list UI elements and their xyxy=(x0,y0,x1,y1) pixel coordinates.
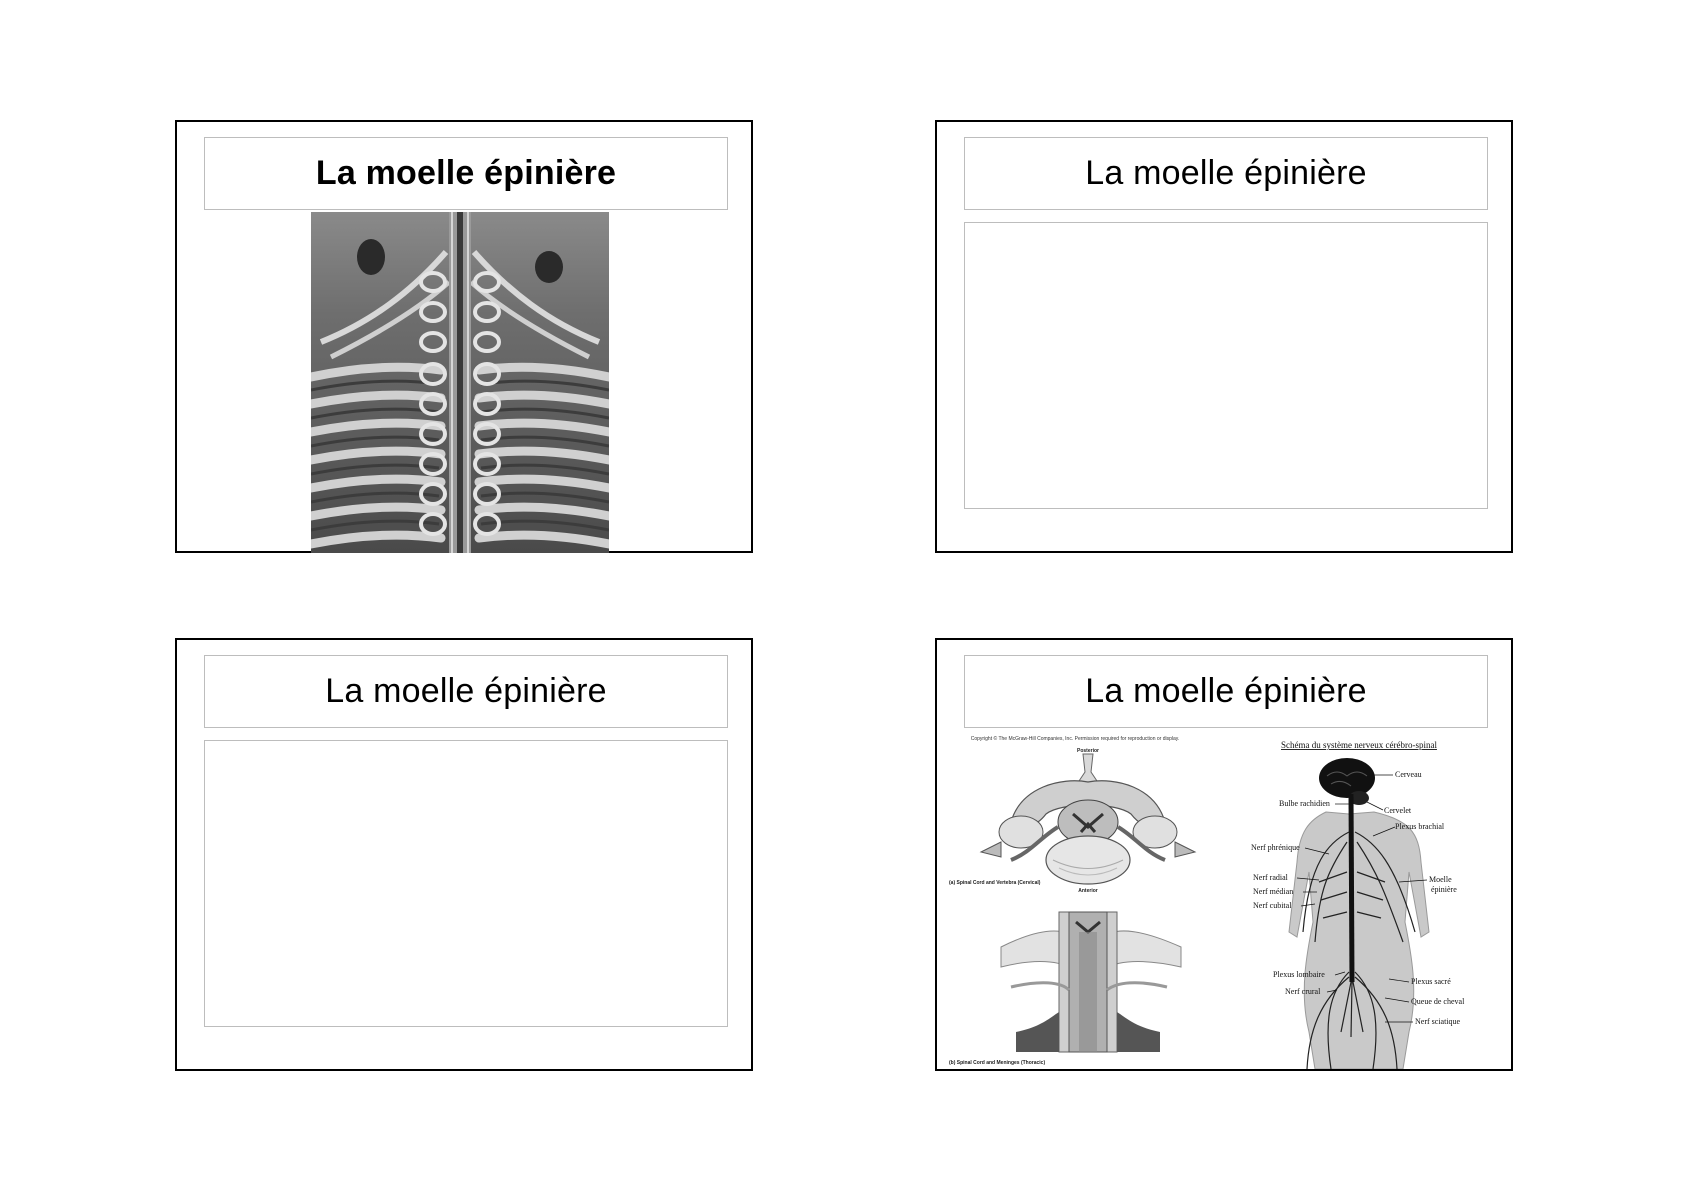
label-nerf-cubital: Nerf cubital xyxy=(1253,901,1292,910)
label-moelle: Moelle xyxy=(1429,875,1452,884)
slide-3 xyxy=(175,638,753,1071)
label-cerveau: Cerveau xyxy=(1395,770,1422,779)
caption-a: (a) Spinal Cord and Vertebra (Cervical) xyxy=(949,880,1041,886)
label-plexus-brachial: Plexus brachial xyxy=(1395,822,1445,831)
label-nerf-phrenique: Nerf phrénique xyxy=(1251,843,1300,852)
spinal-cord-photo xyxy=(311,212,609,553)
label-nerf-sciatique: Nerf sciatique xyxy=(1415,1017,1461,1026)
caption-b: (b) Spinal Cord and Meninges (Thoracic) xyxy=(949,1060,1046,1066)
content-placeholder xyxy=(964,222,1488,509)
slide-title: La moelle épinière xyxy=(964,137,1488,210)
slide-2 xyxy=(935,120,1513,553)
slide-1 xyxy=(175,120,753,553)
label-nerf-radial: Nerf radial xyxy=(1253,873,1288,882)
schema-heading: Schéma du système nerveux cérébro-spinal xyxy=(1281,740,1437,750)
label-bulbe: Bulbe rachidien xyxy=(1279,799,1330,808)
vertebra-illustration xyxy=(941,732,1209,1069)
label-nerf-crural: Nerf crural xyxy=(1285,987,1321,996)
meninges-illustration xyxy=(1001,912,1181,1052)
label-cervelet: Cervelet xyxy=(1384,806,1412,815)
slide-4 xyxy=(935,638,1513,1071)
label-epiniere: épinière xyxy=(1431,885,1457,894)
posterior-label: Posterior xyxy=(1077,748,1099,754)
content-placeholder xyxy=(204,740,728,1027)
label-nerf-median: Nerf médian xyxy=(1253,887,1294,896)
nervous-system-schema xyxy=(1209,732,1509,1069)
label-plexus-lombaire: Plexus lombaire xyxy=(1273,970,1325,979)
slide-title: La moelle épinière xyxy=(204,655,728,728)
label-queue-cheval: Queue de cheval xyxy=(1411,997,1465,1006)
slide-title: La moelle épinière xyxy=(964,655,1488,728)
label-plexus-sacre: Plexus sacré xyxy=(1411,977,1451,986)
copyright-note: Copyright © The McGraw-Hill Companies, Inc. Permission required for reproduction or display. xyxy=(970,736,1180,742)
slide-title: La moelle épinière xyxy=(204,137,728,210)
anterior-label: Anterior xyxy=(1078,888,1098,894)
